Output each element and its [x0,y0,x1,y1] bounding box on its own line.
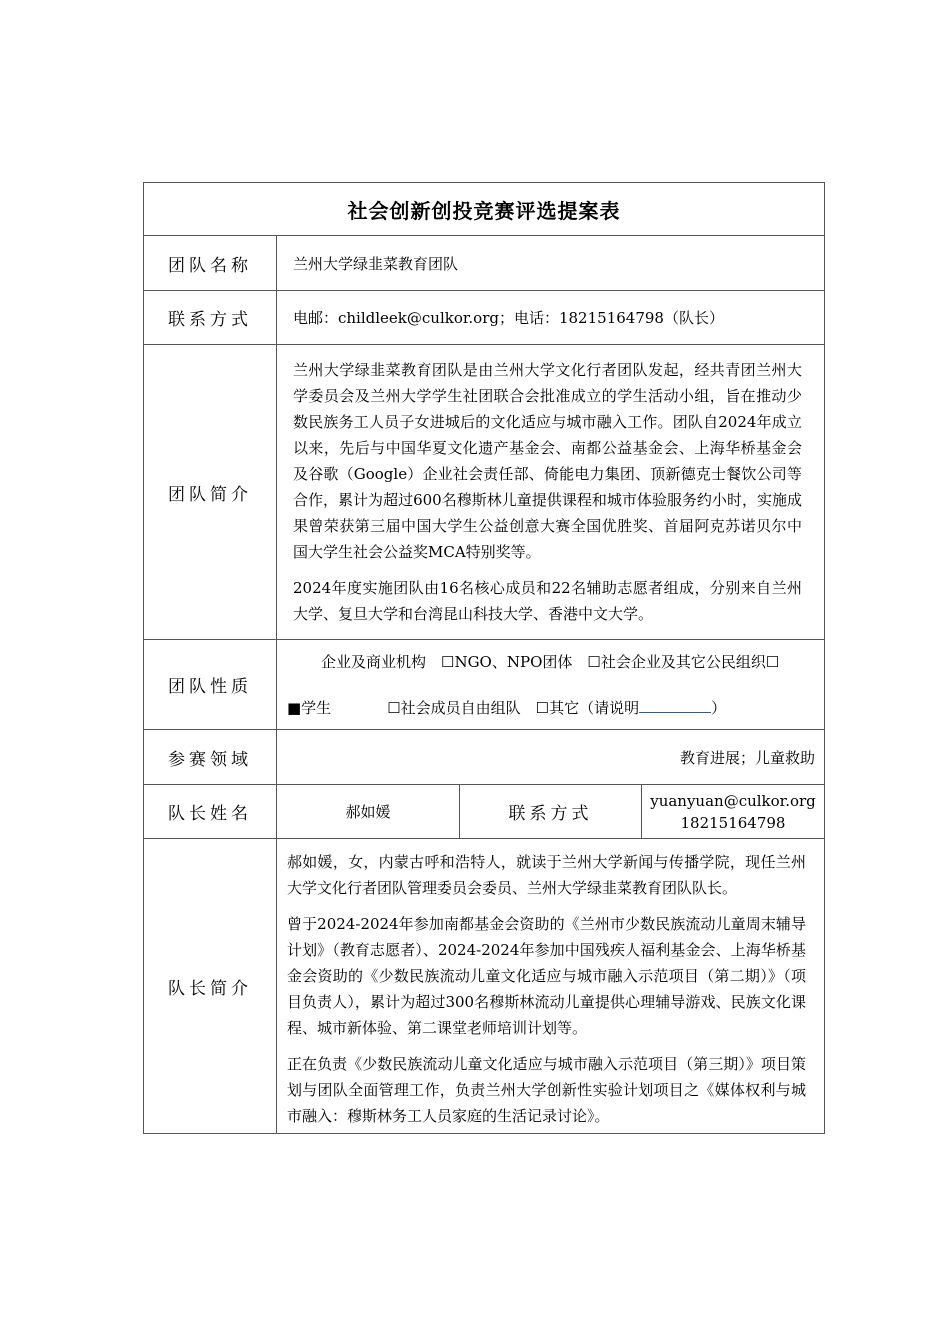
team-intro-row [144,345,825,640]
option-close-paren: ） [711,698,727,717]
contact-row [144,291,825,345]
field-label: 参赛领域 [144,730,277,785]
team-name-value: 兰州大学绿韭菜教育团队 [277,236,825,291]
team-name-label: 团队名称 [144,236,277,291]
team-nature-label: 团队性质 [144,640,277,730]
leader-email: yuanyuan@culkor.org [650,791,816,810]
contact-value: 电邮：childleek@culkor.org；电话：18215164798（队长） [277,291,825,345]
contact-label: 联系方式 [144,291,277,345]
leader-intro-paragraph-3: 正在负责《少数民族流动儿童文化适应与城市融入示范项目（第三期）》项目策划与团队全面管理工作，负责兰州大学创新性实验计划项目之《媒体权利与城市融入：穆斯林务工人员家庭的生活记录讨论》。 [287,1055,806,1125]
leader-intro-row [144,839,825,1134]
leader-intro-content [277,839,825,1134]
option-free-team-and-other[interactable]: ☐社会成员自由组队 ☐其它（请说明 [387,698,640,717]
nature-options-line-1[interactable]: 企业及商业机构 ☐NGO、NPO团体 ☐社会企业及其它公民组织☐ [321,652,780,671]
leader-phone: 18215164798 [680,813,786,832]
leader-name-label: 队长姓名 [144,785,277,839]
leader-intro-paragraph-2: 曾于2024-2024年参加南都基金会资助的《兰州市少数民族流动儿童周末辅导计划》（教育志愿者）、2024-2024年参加中国残疾人福利基金会、上海华桥基金会资助的《少数民族流动儿童文化适应与城市融入示范项目（第二期）》（项目负责人），累计为超过300名穆斯林流动儿童提供心理辅导游戏、民族文化课程、城市新体验、第二课堂老师培训计划等。 [287,915,806,1037]
leader-intro-label: 队长简介 [144,839,277,1134]
team-nature-options [277,640,825,730]
leader-name-value: 郝如媛 [277,785,460,839]
leader-row [144,785,825,839]
leader-intro-paragraph-1: 郝如媛，女，内蒙古呼和浩特人，就读于兰州大学新闻与传播学院，现任兰州大学文化行者团队管理委员会委员、兰州大学绿韭菜教育团队队长。 [287,853,806,897]
team-nature-row [144,640,825,730]
other-explain-blank[interactable] [639,696,711,713]
team-intro-paragraph-1: 兰州大学绿韭菜教育团队是由兰州大学文化行者团队发起，经共青团兰州大学委员会及兰州大学学生社团联合会批准成立的学生活动小组，旨在推动少数民族务工人员子女进城后的文化适应与城市融入工作。团队自2024年成立以来，先后与中国华夏文化遗产基金会、南都公益基金会、上海华桥基金会及谷歌（Google）企业社会责任部、倚能电力集团、顶新德克士餐饮公司等合作，累计为超过600名穆斯林儿童提供课程和城市体验服务约小时，实施成果曾荣获第三届中国大学生公益创意大赛全国优胜奖、首届阿克苏诺贝尔中国大学生社会公益奖MCA特别奖等。 [293,361,802,561]
field-row [144,730,825,785]
nature-options-line-2 [277,695,824,721]
leader-contact-value [642,785,825,839]
team-name-row [144,236,825,291]
team-intro-paragraph-2: 2024年度实施团队由16名核心成员和22名辅助志愿者组成，分别来自兰州大学、复旦大学和台湾昆山科技大学、香港中文大学。 [293,579,802,623]
team-intro-label: 团队简介 [144,345,277,640]
option-student-checked[interactable]: ■学生 [287,698,332,717]
team-intro-content [277,345,825,640]
title-row [144,183,825,236]
field-value: 教育进展；儿童救助 [277,730,825,785]
leader-contact-label: 联系方式 [460,785,642,839]
proposal-form-table [143,182,825,1134]
form-title: 社会创新创投竞赛评选提案表 [144,183,825,236]
